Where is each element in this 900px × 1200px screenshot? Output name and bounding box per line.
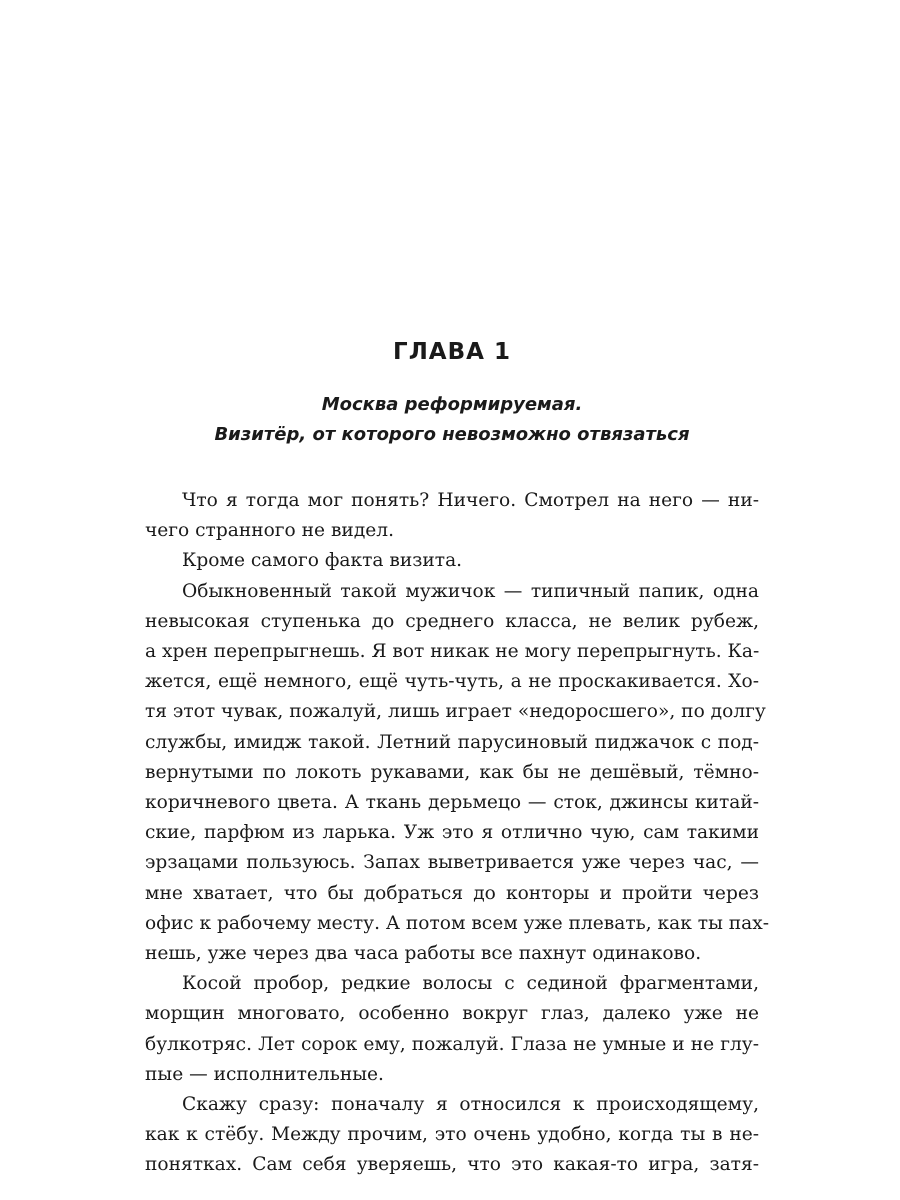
- text-line: Кроме самого факта визита.: [182, 550, 463, 572]
- text-line: офис к рабочему месту. А потом всем уже плевать, как ты пах-: [145, 912, 770, 934]
- text-line: морщин многовато, особенно вокруг глаз, далеко уже не: [145, 1003, 759, 1025]
- text-line: ские, парфюм из ларька. Уж это я отлично чую, сам такими: [145, 822, 759, 844]
- text-line: тя этот чувак, пожалуй, лишь играет «недоросшего», по долгу: [145, 701, 766, 723]
- text-line: чего странного не видел.: [145, 520, 395, 542]
- text-line: невысокая ступенька до среднего класса, не велик рубеж,: [145, 610, 759, 632]
- body-text: [145, 486, 770, 1181]
- text-line: эрзацами пользуюсь. Запах выветривается уже через час, —: [145, 852, 759, 874]
- text-line: Что я тогда мог понять? Ничего. Смотрел на него — ни-: [182, 490, 759, 511]
- text-line: нешь, уже через два часа работы все пахнут одинаково.: [145, 943, 702, 965]
- text-line: жется, ещё немного, ещё чуть-чуть, а не проскакивается. Хо-: [145, 671, 759, 693]
- text-line: как к стёбу. Между прочим, это очень удобно, когда ты в не-: [145, 1124, 759, 1146]
- text-line: вернутыми по локоть рукавами, как бы не дешёвый, тёмно-: [145, 761, 759, 783]
- text-line: Скажу сразу: поначалу я относился к происходящему,: [182, 1094, 759, 1116]
- chapter-subtitle: [145, 390, 759, 450]
- text-line: а хрен перепрыгнешь. Я вот никак не могу перепрыгнуть. Ка-: [145, 641, 760, 663]
- text-line: понятках. Сам себя уверяешь, что это какая-то игра, затя-: [145, 1154, 759, 1176]
- text-line: Косой пробор, редкие волосы с сединой фрагментами,: [182, 973, 759, 995]
- chapter-subtitle-line-1: Москва реформируемая.: [321, 394, 583, 415]
- text-line: Обыкновенный такой мужичок — типичный папик, одна: [182, 580, 759, 602]
- chapter-title: ГЛАВА 1: [393, 339, 511, 365]
- text-line: мне хватает, что бы добраться до конторы и пройти через: [145, 882, 759, 904]
- text-line: службы, имидж такой. Летний парусиновый пиджачок с под-: [145, 731, 759, 753]
- text-line: булкотряс. Лет сорок ему, пожалуй. Глаза не умные и не глу-: [145, 1033, 759, 1055]
- book-page: [145, 0, 770, 1200]
- chapter-subtitle-line-2: Визитёр, от которого невозможно отвязаться: [214, 424, 690, 445]
- text-line: пые — исполнительные.: [145, 1063, 384, 1085]
- text-line: коричневого цвета. А ткань дерьмецо — сток, джинсы китай-: [145, 792, 759, 814]
